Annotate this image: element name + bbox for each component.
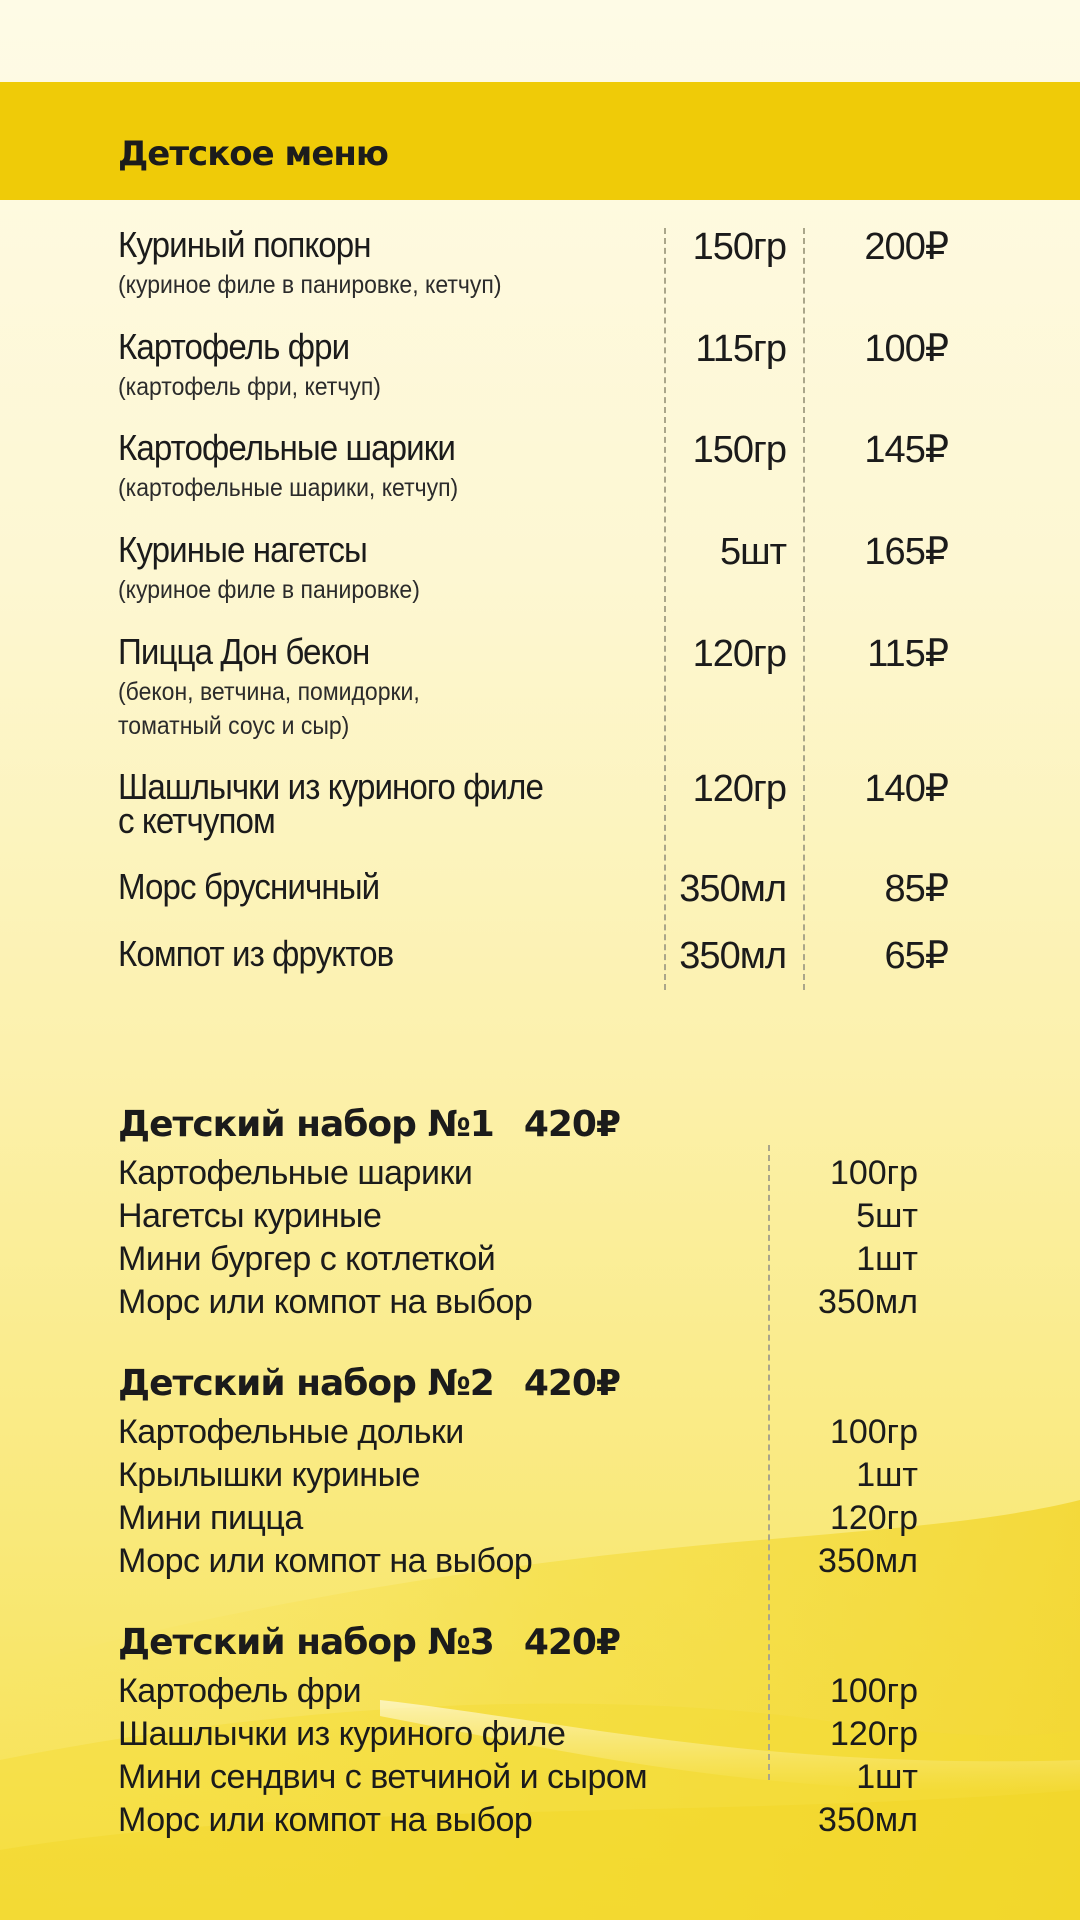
kids-set	[118, 1105, 968, 1335]
set-item-qty: 120гр	[829, 1499, 918, 1537]
set-item-qty: 100гр	[829, 1154, 918, 1192]
set-item-name: Морс или компот на выбор	[118, 1542, 533, 1580]
kids-set	[118, 1623, 968, 1853]
item-name: Компот из фруктов	[118, 933, 394, 974]
set-line	[118, 1800, 918, 1843]
menu-item	[118, 326, 968, 420]
set-item-qty: 100гр	[829, 1413, 918, 1451]
item-price: 165₽	[864, 531, 948, 573]
set-line	[118, 1757, 918, 1800]
item-weight: 120гр	[692, 633, 786, 675]
item-name: Куриный попкорн	[118, 224, 371, 265]
set-line	[118, 1498, 918, 1541]
item-description: (картофельные шарики, кетчуп)	[118, 474, 459, 502]
item-price: 85₽	[884, 868, 948, 910]
set-title	[118, 1623, 620, 1663]
set-item-name: Нагетсы куриные	[118, 1197, 382, 1235]
item-name: Морс брусничный	[118, 866, 380, 907]
item-price: 200₽	[864, 226, 948, 268]
set-item-name: Морс или компот на выбор	[118, 1801, 533, 1839]
set-name: Детский набор №3	[118, 1622, 494, 1663]
set-item-name: Картофель фри	[118, 1672, 362, 1710]
set-title	[118, 1105, 620, 1145]
set-line	[118, 1282, 918, 1325]
menu-item	[118, 224, 968, 318]
set-line	[118, 1239, 918, 1282]
set-line	[118, 1153, 918, 1196]
item-name: Картофель фри	[118, 326, 350, 367]
item-weight: 5шт	[719, 531, 786, 573]
set-item-qty: 1шт	[856, 1456, 918, 1494]
set-item-name: Крылышки куриные	[118, 1456, 420, 1494]
menu-item	[118, 631, 968, 740]
set-item-qty: 100гр	[829, 1672, 918, 1710]
set-item-qty: 5шт	[856, 1197, 918, 1235]
item-description: (картофель фри, кетчуп)	[118, 373, 381, 401]
set-item-name: Картофельные шарики	[118, 1154, 473, 1192]
set-price: 420₽	[523, 1363, 621, 1404]
menu-item	[118, 933, 968, 1027]
page-title: Детское меню	[118, 134, 388, 174]
set-title	[118, 1364, 620, 1404]
set-price: 420₽	[523, 1104, 621, 1145]
menu-item	[118, 766, 968, 860]
set-line	[118, 1455, 918, 1498]
set-item-qty: 120гр	[829, 1715, 918, 1753]
set-item-qty: 1шт	[856, 1758, 918, 1796]
set-price: 420₽	[523, 1622, 621, 1663]
item-price: 65₽	[884, 935, 948, 977]
item-name: Куриные нагетсы	[118, 529, 367, 570]
set-line	[118, 1412, 918, 1455]
item-weight: 350мл	[679, 868, 786, 910]
set-item-name: Мини пицца	[118, 1499, 303, 1537]
item-name: Пицца Дон бекон	[118, 631, 370, 672]
set-item-name: Мини сендвич с ветчиной и сыром	[118, 1758, 648, 1796]
menu-item	[118, 427, 968, 521]
set-item-qty: 350мл	[818, 1283, 918, 1321]
kids-set	[118, 1364, 968, 1594]
set-item-qty: 350мл	[818, 1542, 918, 1580]
set-line	[118, 1196, 918, 1239]
set-line	[118, 1541, 918, 1584]
set-item-name: Картофельные дольки	[118, 1413, 464, 1451]
item-name: Шашлычки из куриного филе с кетчупом	[118, 766, 543, 841]
set-item-qty: 350мл	[818, 1801, 918, 1839]
item-price: 100₽	[864, 328, 948, 370]
set-item-qty: 1шт	[856, 1240, 918, 1278]
item-price: 115₽	[867, 633, 948, 675]
item-price: 145₽	[864, 429, 948, 471]
menu-item	[118, 529, 968, 623]
set-item-name: Мини бургер с котлеткой	[118, 1240, 496, 1278]
item-weight: 150гр	[692, 226, 786, 268]
item-weight: 150гр	[692, 429, 786, 471]
set-line	[118, 1714, 918, 1757]
set-item-name: Шашлычки из куриного филе	[118, 1715, 566, 1753]
item-weight: 120гр	[692, 768, 786, 810]
item-description: (бекон, ветчина, помидорки, томатный соус и сыр)	[118, 678, 420, 740]
item-name: Картофельные шарики	[118, 427, 455, 468]
item-price: 140₽	[864, 768, 948, 810]
set-line	[118, 1671, 918, 1714]
item-description: (куриное филе в панировке, кетчуп)	[118, 271, 502, 299]
item-weight: 115гр	[695, 328, 786, 370]
set-item-name: Морс или компот на выбор	[118, 1283, 533, 1321]
item-weight: 350мл	[679, 935, 786, 977]
set-name: Детский набор №1	[118, 1104, 494, 1145]
item-description: (куриное филе в панировке)	[118, 576, 420, 604]
set-name: Детский набор №2	[118, 1363, 494, 1404]
